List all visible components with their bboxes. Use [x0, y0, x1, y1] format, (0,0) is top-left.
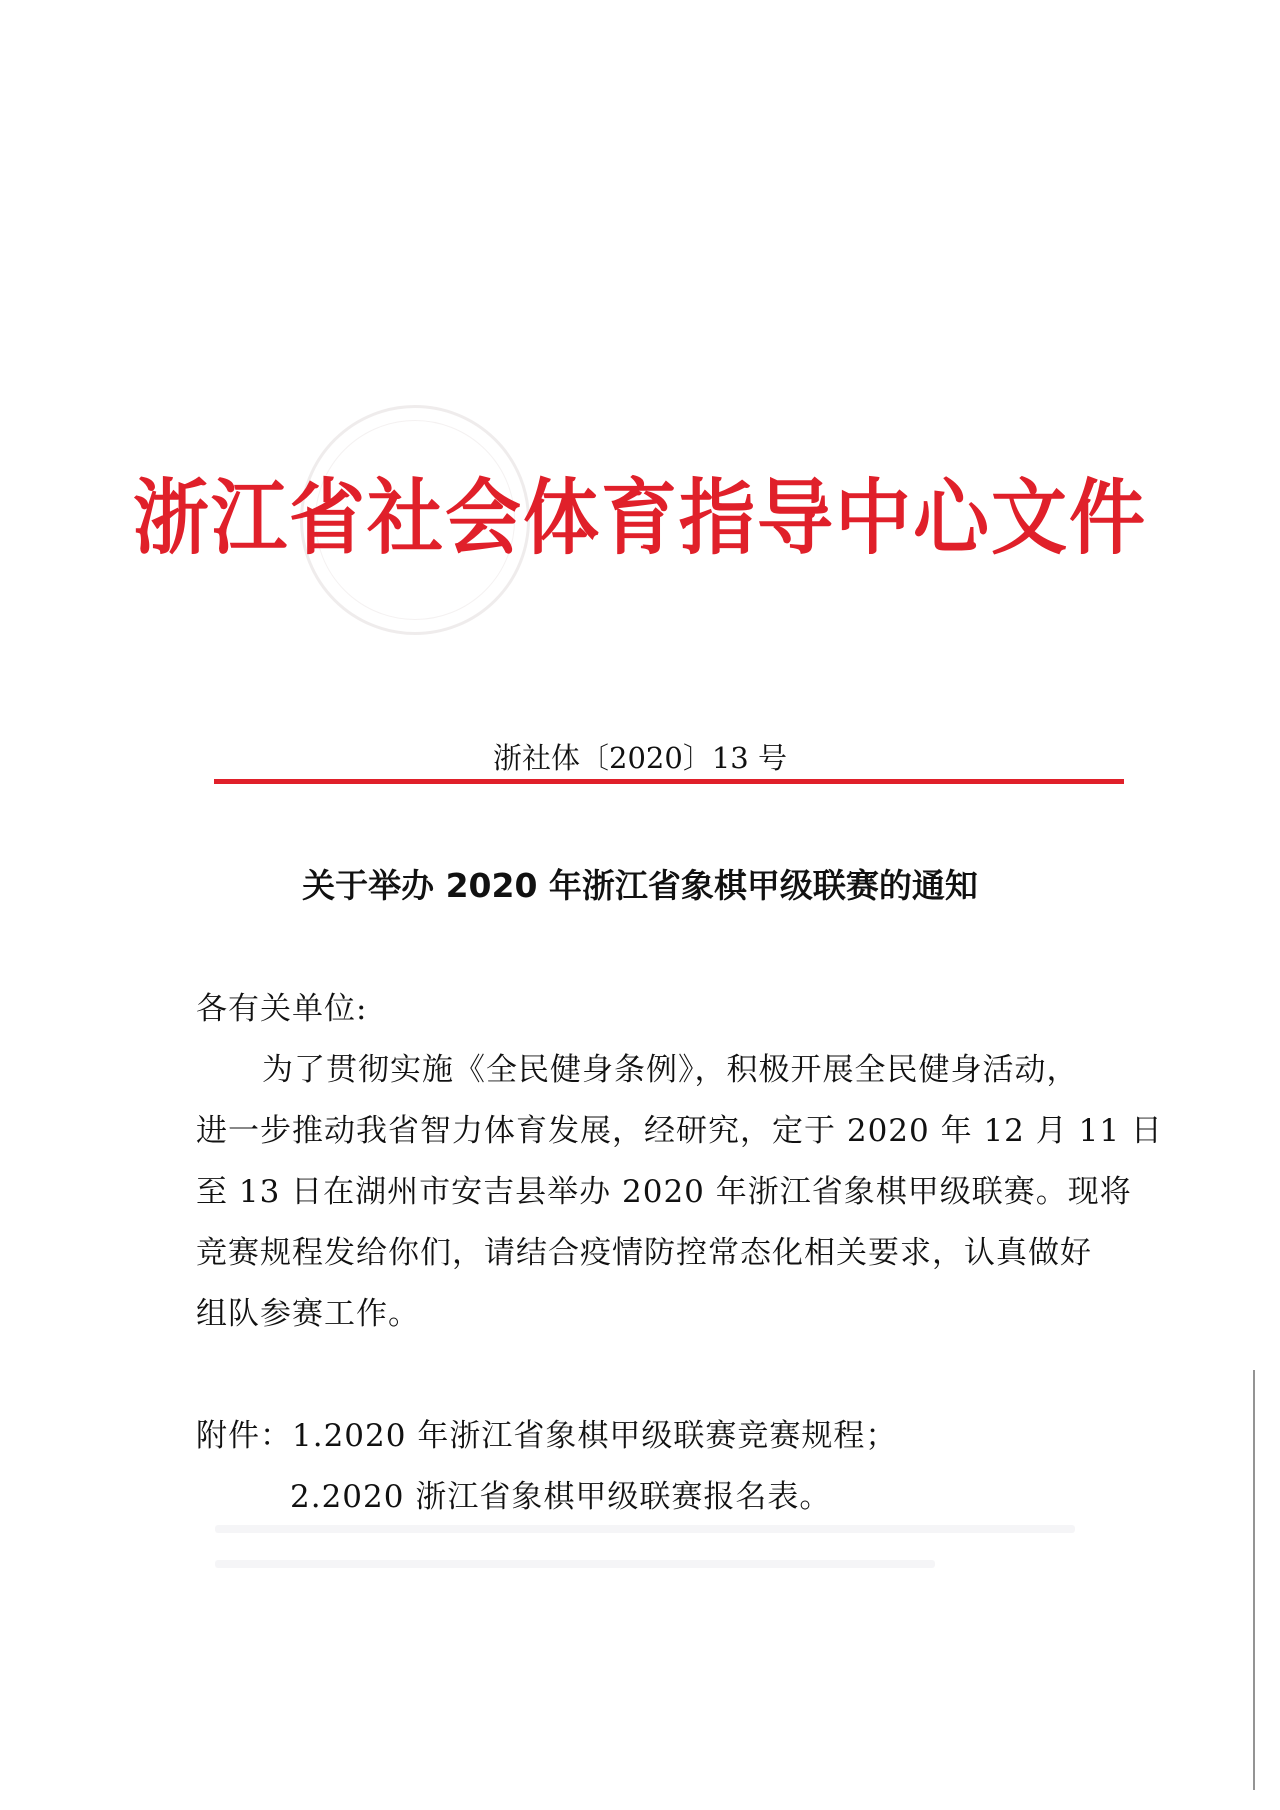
attachment-item: 2.2020 浙江省象棋甲级联赛报名表。: [290, 1479, 832, 1515]
document-header-title: 浙江省社会体育指导中心文件: [133, 469, 1147, 566]
body-line: 组队参赛工作。: [196, 1296, 420, 1332]
scan-bleed-through: [215, 1560, 935, 1568]
body-line: 至 13 日在湖州市安吉县举办 2020 年浙江省象棋甲级联赛。现将: [196, 1174, 1132, 1210]
scan-edge-line: [1253, 1370, 1255, 1790]
notice-title: 关于举办 2020 年浙江省象棋甲级联赛的通知: [302, 866, 978, 905]
scan-bleed-through: [215, 1525, 1075, 1533]
salutation: 各有关单位:: [196, 991, 368, 1027]
body-line: 进一步推动我省智力体育发展，经研究，定于 2020 年 12 月 11 日: [196, 1113, 1163, 1149]
body-line: 为了贯彻实施《全民健身条例》，积极开展全民健身活动，: [262, 1052, 1079, 1088]
body-line: 竞赛规程发给你们，请结合疫情防控常态化相关要求，认真做好: [196, 1235, 1092, 1271]
document-number: 浙社体〔2020〕13 号: [493, 741, 787, 775]
attachment-item: 附件：1.2020 年浙江省象棋甲级联赛竞赛规程；: [196, 1418, 898, 1454]
red-separator-line: [214, 779, 1124, 784]
